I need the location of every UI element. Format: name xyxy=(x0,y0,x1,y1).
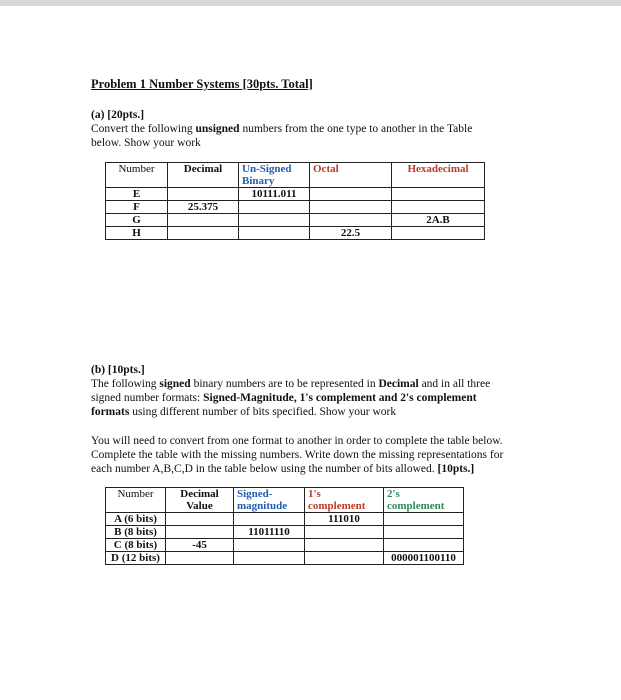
cell-octal xyxy=(310,214,392,227)
header-decimal: Decimal xyxy=(168,163,239,188)
cell-hex xyxy=(392,188,485,201)
cell-twos-complement: 000001100110 xyxy=(384,552,464,565)
row-label: G xyxy=(106,214,168,227)
header-number: Number xyxy=(106,163,168,188)
cell-decimal xyxy=(168,188,239,201)
problem-title: Problem 1 Number Systems [30pts. Total] xyxy=(91,77,313,91)
cell-signed-magnitude xyxy=(234,513,305,526)
table-b-header xyxy=(106,488,464,513)
header-number: Number xyxy=(106,488,166,513)
table-row xyxy=(106,227,485,240)
part-b-instructions: The following signed binary numbers are to be represented in Decimal and in all three signed number formats: Signed-Magnitude, 1's complement and 2's complement formats using different number of bits specified. Show your work xyxy=(91,378,491,418)
cell-ones-complement xyxy=(305,539,384,552)
part-b-directions: You will need to convert from one format to another in order to complete the table below. Complete the table with the missing numbers. Write down the missing representations for each number A,B,C,D in the table below using the number of bits allowed. [10pts.] xyxy=(91,435,504,475)
cell-ones-complement xyxy=(305,526,384,539)
cell-octal xyxy=(310,201,392,214)
part-a-instructions: Convert the following unsigned numbers from the one type to another in the Table below. Show your work xyxy=(91,123,473,149)
table-a-header xyxy=(106,163,485,188)
header-twos-complement: 2's complement xyxy=(384,488,464,513)
table-row xyxy=(106,513,464,526)
cell-octal xyxy=(310,188,392,201)
row-label: A (6 bits) xyxy=(106,513,166,526)
cell-decimal xyxy=(166,552,234,565)
cell-ones-complement: 111010 xyxy=(305,513,384,526)
row-label: E xyxy=(106,188,168,201)
table-row xyxy=(106,539,464,552)
cell-octal: 22.5 xyxy=(310,227,392,240)
cell-decimal xyxy=(168,214,239,227)
table-a xyxy=(105,162,485,240)
row-label: H xyxy=(106,227,168,240)
cell-binary: 10111.011 xyxy=(239,188,310,201)
cell-signed-magnitude xyxy=(234,539,305,552)
cell-twos-complement xyxy=(384,539,464,552)
row-label: F xyxy=(106,201,168,214)
part-b-label: (b) [10pts.] xyxy=(91,364,145,376)
cell-twos-complement xyxy=(384,526,464,539)
cell-ones-complement xyxy=(305,552,384,565)
cell-hex: 2A.B xyxy=(392,214,485,227)
cell-decimal xyxy=(166,526,234,539)
row-label: C (8 bits) xyxy=(106,539,166,552)
top-bar xyxy=(0,0,621,6)
header-octal: Octal xyxy=(310,163,392,188)
table-row xyxy=(106,214,485,227)
header-hexadecimal: Hexadecimal xyxy=(392,163,485,188)
table-row xyxy=(106,526,464,539)
cell-binary xyxy=(239,201,310,214)
cell-decimal xyxy=(168,227,239,240)
cell-signed-magnitude xyxy=(234,552,305,565)
cell-decimal xyxy=(166,513,234,526)
cell-signed-magnitude: 11011110 xyxy=(234,526,305,539)
cell-hex xyxy=(392,201,485,214)
cell-decimal: 25.375 xyxy=(168,201,239,214)
table-b xyxy=(105,487,464,565)
header-decimal-value: Decimal Value xyxy=(166,488,234,513)
cell-binary xyxy=(239,214,310,227)
header-unsigned-binary: Un-Signed Binary xyxy=(239,163,310,188)
table-row xyxy=(106,552,464,565)
row-label: B (8 bits) xyxy=(106,526,166,539)
header-ones-complement: 1's complement xyxy=(305,488,384,513)
cell-twos-complement xyxy=(384,513,464,526)
cell-decimal: -45 xyxy=(166,539,234,552)
row-label: D (12 bits) xyxy=(106,552,166,565)
table-row xyxy=(106,188,485,201)
header-signed-magnitude: Signed- magnitude xyxy=(234,488,305,513)
table-row xyxy=(106,201,485,214)
part-a-label: (a) [20pts.] xyxy=(91,109,145,121)
cell-binary xyxy=(239,227,310,240)
cell-hex xyxy=(392,227,485,240)
